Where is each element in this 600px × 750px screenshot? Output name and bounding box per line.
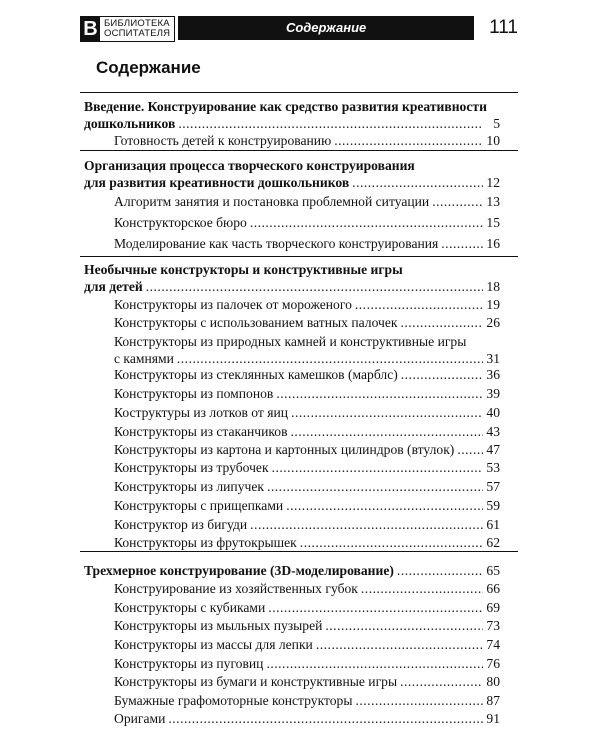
toc-page-number: 43 xyxy=(486,424,500,439)
toc-entry-title: Конструкторы из трубочек xyxy=(114,460,269,475)
toc-entry-line xyxy=(114,599,500,616)
toc-page-number: 26 xyxy=(486,315,500,330)
toc-entry-title: Готовность детей к конструированию xyxy=(114,133,332,148)
toc-item-entry[interactable] xyxy=(114,478,500,495)
toc-page-number: 53 xyxy=(486,460,500,475)
dot-leader xyxy=(286,497,483,514)
toc-entry-title: Конструкторы из фрутокрышек xyxy=(114,535,297,550)
toc-item-entry[interactable] xyxy=(114,385,500,402)
toc-entry-line xyxy=(114,366,500,383)
toc-page-number: 69 xyxy=(486,600,500,615)
toc-entry-title: Конструкторы из пуговиц xyxy=(114,656,264,671)
toc-item-entry[interactable] xyxy=(114,314,500,331)
toc-item-entry[interactable] xyxy=(114,132,500,149)
dot-leader xyxy=(272,459,483,476)
toc-entry-title: Коструктуры из лотков от яиц xyxy=(114,405,289,420)
toc-entry-title: Конструкторы из стаканчиков xyxy=(114,424,288,439)
toc-entry-line xyxy=(114,692,500,709)
toc-entry-line xyxy=(114,516,500,533)
toc-item-entry[interactable] xyxy=(114,710,500,727)
toc-page-number: 13 xyxy=(486,194,500,209)
toc-entry-line xyxy=(114,459,500,476)
section-divider xyxy=(80,150,518,151)
toc-entry-line xyxy=(114,385,500,402)
toc-section-entry[interactable] xyxy=(84,98,500,132)
toc-entry-title: Конструкторы из мыльных пузырей xyxy=(114,618,323,633)
toc-item-entry[interactable] xyxy=(114,599,500,616)
dot-leader xyxy=(355,692,483,709)
toc-entry-line xyxy=(114,655,500,672)
toc-item-entry[interactable] xyxy=(114,497,500,514)
toc-page-number: 18 xyxy=(486,279,500,294)
toc-entry-title: для детей xyxy=(84,279,143,294)
toc-entry-title-line: Организация процесса творческого конструирования xyxy=(84,158,415,173)
toc-page-number: 47 xyxy=(486,442,500,457)
toc-entry-line xyxy=(114,497,500,514)
header-section-title: Содержание xyxy=(178,16,474,40)
toc-entry-title: Конструкторы с использованием ватных палочек xyxy=(114,315,398,330)
dot-leader xyxy=(291,423,484,440)
toc-item-entry[interactable] xyxy=(114,459,500,476)
toc-entry-line xyxy=(114,193,500,210)
toc-entry-line xyxy=(114,132,500,149)
toc-item-entry[interactable] xyxy=(114,441,500,458)
toc-item-entry[interactable] xyxy=(114,404,500,421)
toc-item-entry[interactable] xyxy=(114,673,500,690)
logo-letter: B xyxy=(81,17,100,41)
toc-entry-line xyxy=(114,441,500,458)
toc-item-entry[interactable] xyxy=(114,423,500,440)
toc-page-number: 76 xyxy=(486,656,500,671)
toc-page-number: 87 xyxy=(486,693,500,708)
toc-item-entry[interactable] xyxy=(114,534,500,551)
dot-leader xyxy=(146,278,483,295)
dot-leader xyxy=(168,710,483,727)
toc-entry-title: Алгоритм занятия и постановка проблемной ситуации xyxy=(114,194,430,209)
toc-item-entry[interactable] xyxy=(114,333,500,367)
toc-entry-line xyxy=(114,314,500,331)
toc-item-entry[interactable] xyxy=(114,580,500,597)
dot-leader xyxy=(250,516,483,533)
dot-leader xyxy=(325,617,483,634)
toc-item-entry[interactable] xyxy=(114,235,500,252)
toc-section-entry[interactable] xyxy=(84,157,500,191)
dot-leader xyxy=(316,636,483,653)
dot-leader xyxy=(432,193,483,210)
toc-entry-line xyxy=(114,673,500,690)
toc-section-entry[interactable] xyxy=(84,261,500,295)
toc-entry-line xyxy=(114,214,500,231)
dot-leader xyxy=(300,534,483,551)
toc-entry-line xyxy=(114,235,500,252)
toc-item-entry[interactable] xyxy=(114,655,500,672)
dot-leader xyxy=(178,115,483,132)
toc-entry-line xyxy=(84,562,500,579)
dot-leader xyxy=(400,673,483,690)
toc-page-number: 31 xyxy=(486,351,500,366)
toc-entry-title: Конструкторы из помпонов xyxy=(114,386,274,401)
toc-page-number: 80 xyxy=(486,674,500,689)
toc-entry-line xyxy=(114,710,500,727)
section-divider xyxy=(80,256,518,257)
toc-page-number: 62 xyxy=(486,535,500,550)
toc-entry-title: Конструкторы из бумаги и конструктивные игры xyxy=(114,674,398,689)
toc-entry-title: с камнями xyxy=(114,351,174,366)
toc-item-entry[interactable] xyxy=(114,193,500,210)
toc-page-number: 10 xyxy=(486,133,500,148)
toc-entry-line xyxy=(114,617,500,634)
toc-page-number: 16 xyxy=(486,236,500,251)
toc-entry-title-line: Введение. Конструирование как средство развития креативности xyxy=(84,99,487,114)
toc-item-entry[interactable] xyxy=(114,516,500,533)
toc-entry-title: Конструкторы из липучек xyxy=(114,479,264,494)
toc-page-number: 36 xyxy=(486,367,500,382)
toc-page-number: 65 xyxy=(486,563,500,578)
toc-entry-title-line: Конструкторы из природных камней и конструктивные игры xyxy=(114,334,467,349)
logo-line-2: ОСПИТАТЕЛЯ xyxy=(104,28,171,39)
toc-page-number: 12 xyxy=(486,175,500,190)
toc-entry-title: Конструкторы из палочек от мороженого xyxy=(114,297,352,312)
toc-entry-line xyxy=(84,278,500,295)
toc-item-entry[interactable] xyxy=(114,692,500,709)
toc-entry-title: Конструкторы из стеклянных камешков (марблс) xyxy=(114,367,398,382)
toc-page-number: 15 xyxy=(486,215,500,230)
toc-page-number: 40 xyxy=(486,405,500,420)
toc-entry-line xyxy=(114,404,500,421)
dot-leader xyxy=(267,478,483,495)
toc-item-entry[interactable] xyxy=(114,296,500,313)
toc-entry-line xyxy=(114,580,500,597)
toc-item-entry[interactable] xyxy=(114,366,500,383)
toc-entry-line xyxy=(114,423,500,440)
section-divider xyxy=(80,551,518,552)
dot-leader xyxy=(268,599,483,616)
toc-entry-line xyxy=(114,478,500,495)
page-title: Содержание xyxy=(96,58,201,77)
dot-leader xyxy=(355,296,483,313)
toc-entry-title: Конструкторы с кубиками xyxy=(114,600,266,615)
toc-entry-line xyxy=(114,636,500,653)
toc-entry-line xyxy=(114,350,500,367)
toc-item-entry[interactable] xyxy=(114,636,500,653)
dot-leader xyxy=(352,174,483,191)
toc-section-entry[interactable] xyxy=(84,562,500,579)
dot-leader xyxy=(291,404,483,421)
toc-item-entry[interactable] xyxy=(114,617,500,634)
toc-page-number: 61 xyxy=(486,517,500,532)
dot-leader xyxy=(334,132,483,149)
toc-entry-line xyxy=(114,296,500,313)
toc-entry-title: дошкольников xyxy=(84,116,176,131)
toc-page-number: 57 xyxy=(486,479,500,494)
section-divider xyxy=(80,92,518,93)
dot-leader xyxy=(400,314,483,331)
toc-page-number: 91 xyxy=(486,711,500,726)
toc-entry-line xyxy=(84,115,500,132)
toc-entry-title: Конструктор из бигуди xyxy=(114,517,248,532)
toc-page-number: 39 xyxy=(486,386,500,401)
page-number: 111 xyxy=(489,17,518,38)
toc-entry-title: Конструирование из хозяйственных губок xyxy=(114,581,358,596)
toc-entry-title-line: Необычные конструкторы и конструктивные игры xyxy=(84,262,403,277)
toc-page-number: 19 xyxy=(486,297,500,312)
dot-leader xyxy=(266,655,483,672)
toc-entry-title: Конструкторы из картона и картонных цилиндров (втулок) xyxy=(114,442,455,457)
toc-entry-line xyxy=(84,174,500,191)
dot-leader xyxy=(276,385,483,402)
toc-entry-title: Конструкторское бюро xyxy=(114,215,247,230)
toc-page-number: 66 xyxy=(486,581,500,596)
toc-page-number: 5 xyxy=(493,116,500,131)
toc-page-number: 59 xyxy=(486,498,500,513)
dot-leader xyxy=(361,580,483,597)
toc-entry-title: для развития креативности дошкольников xyxy=(84,175,350,190)
toc-entry-title: Конструкторы из массы для лепки xyxy=(114,637,313,652)
dot-leader xyxy=(441,235,483,252)
logo-line-1: БИБЛИОТЕКА xyxy=(104,18,170,29)
dot-leader xyxy=(397,562,483,579)
toc-entry-title: Оригами xyxy=(114,711,166,726)
toc-entry-title: Бумажные графомоторные конструкторы xyxy=(114,693,353,708)
toc-entry-title: Моделирование как часть творческого конструирования xyxy=(114,236,439,251)
toc-item-entry[interactable] xyxy=(114,214,500,231)
toc-entry-title: Трехмерное конструирование (3D-моделирование) xyxy=(84,563,394,578)
toc-entry-line xyxy=(114,534,500,551)
toc-entry-title: Конструкторы с прищепками xyxy=(114,498,284,513)
dot-leader xyxy=(177,350,483,367)
toc-page-number: 74 xyxy=(486,637,500,652)
dot-leader xyxy=(457,441,483,458)
toc-page-number: 73 xyxy=(486,618,500,633)
dot-leader xyxy=(250,214,483,231)
dot-leader xyxy=(401,366,483,383)
